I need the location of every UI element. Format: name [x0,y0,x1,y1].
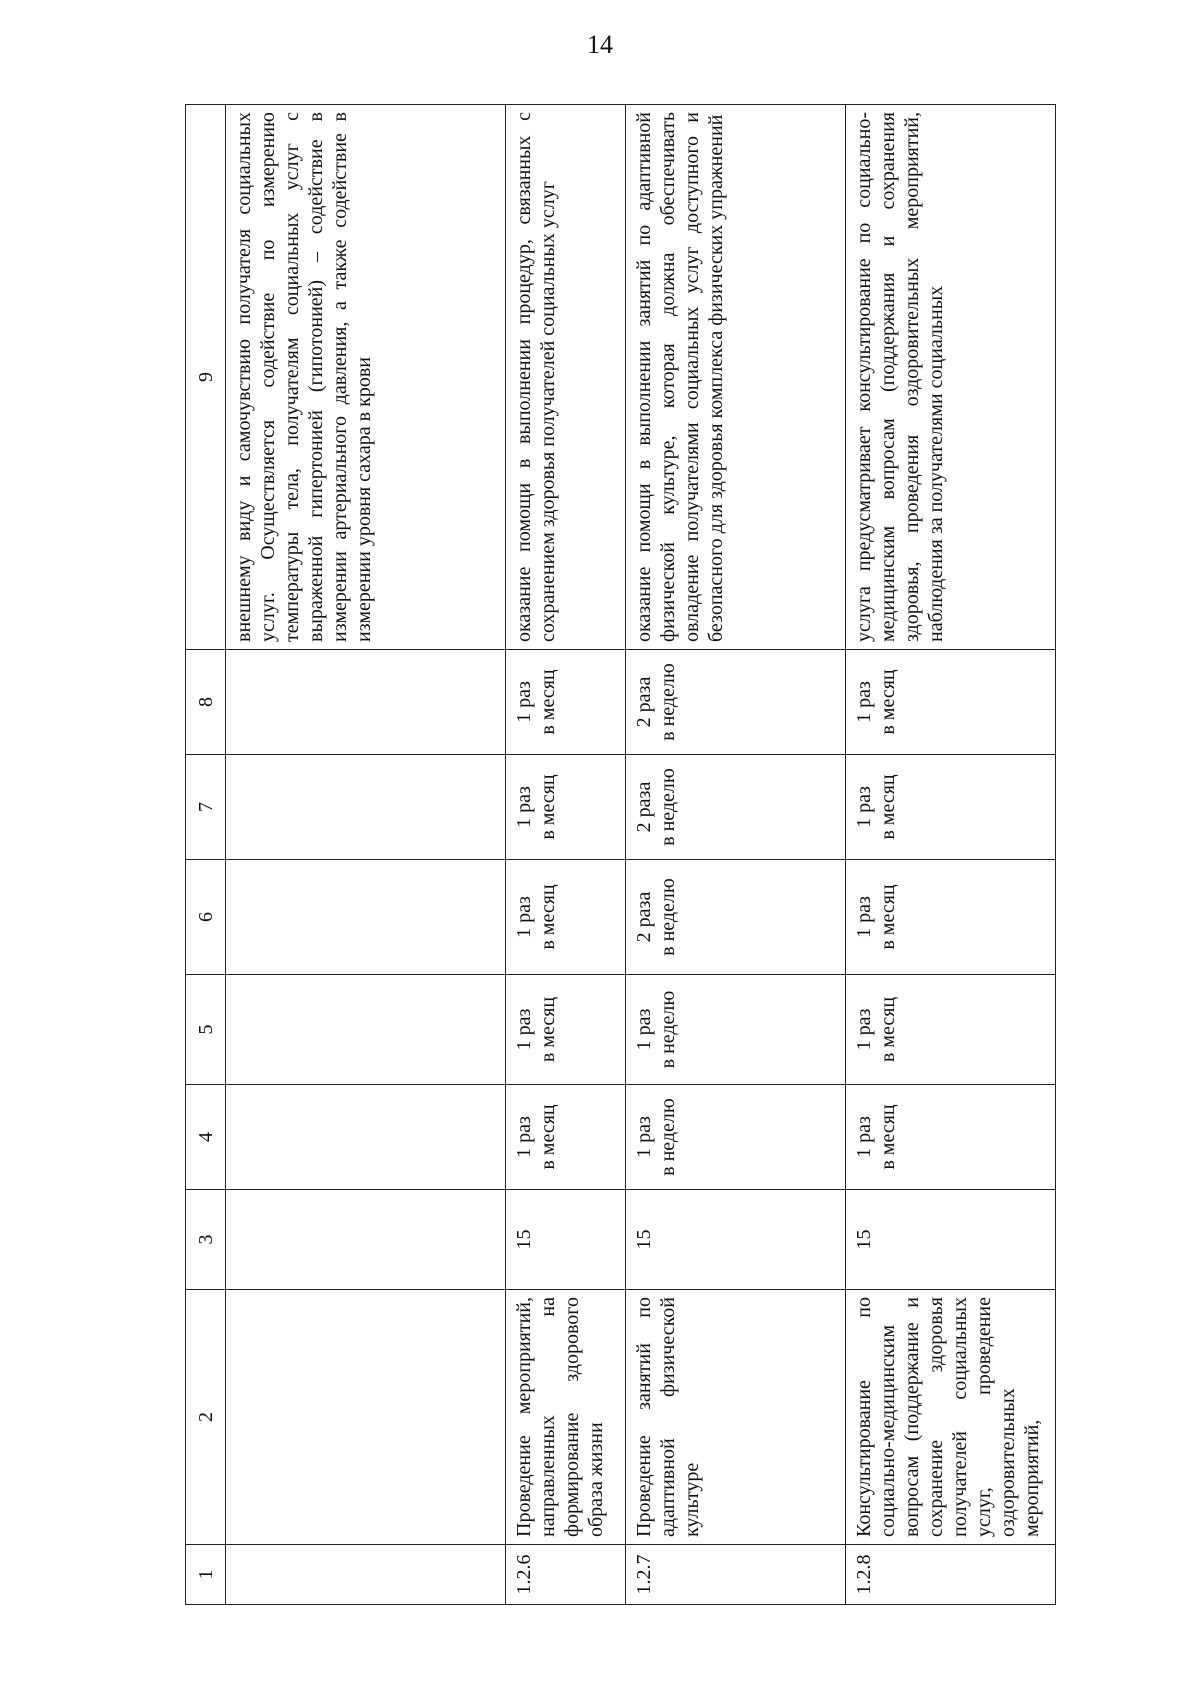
frequency-cell [626,860,846,975]
frequency-count: 1 раз [853,1008,875,1051]
frequency-count: 1 раз [513,1008,535,1051]
header-cell: 2 [186,1290,226,1545]
frequency-count: 1 раз [633,1116,655,1158]
frequency-count: 1 раз [853,896,875,938]
frequency-count: 1 раз [513,1116,535,1158]
frequency-count: 1 раз [513,681,535,723]
row-number: 1.2.6 [506,1545,626,1605]
frequency-cell [506,755,626,860]
frequency-cell [626,650,846,755]
header-cell: 7 [186,755,226,860]
empty-cell [226,1290,506,1545]
header-cell: 9 [186,105,226,650]
service-description: внешнему виду и самочувствию получателя социальных услуг. Осуществляется содействие по измерению температуры тела, получателям социальных услуг с выраженной гипертонией (гипотонией) – содействие в измерении артериального давления, а также содействие в измерении уровня сахара в крови [226,105,506,650]
frequency-cell [846,755,1056,860]
frequency-period: в неделю [657,990,679,1069]
table-row [626,105,846,1605]
frequency-count: 1 раз [853,681,875,723]
frequency-count: 1 раз [853,1116,875,1158]
service-name: Консультирование по социально-медицинским вопросам (поддержание и сохранение здоровья получателей социальных услуг, проведение оздоровительных мероприятий, [846,1290,1056,1545]
row-number: 1.2.7 [626,1545,846,1605]
frequency-cell [846,860,1056,975]
frequency-count: 1 раз [633,1008,655,1051]
table-row [506,105,626,1605]
empty-cell [226,1190,506,1290]
cell-col3: 15 [626,1190,846,1290]
frequency-period: в месяц [537,1104,559,1170]
frequency-cell [846,650,1056,755]
frequency-period: в месяц [877,884,899,950]
services-table [185,104,1056,1605]
frequency-period: в месяц [537,669,559,735]
frequency-period: в месяц [537,884,559,950]
service-name: Проведение мероприятий, направленных на формирование здорового образа жизни [506,1290,626,1545]
service-description: оказание помощи в выполнении занятий по адаптивной физической культуре, которая должна обеспечивать овладение получателями социальных услуг доступного и безопасного для здоровья комплекса физических упражнений [626,105,846,650]
header-cell: 1 [186,1545,226,1605]
frequency-cell [846,1085,1056,1190]
header-cell: 6 [186,860,226,975]
empty-cell [226,860,506,975]
frequency-period: в месяц [877,669,899,735]
frequency-period: в месяц [877,1104,899,1170]
frequency-period: в неделю [657,1098,679,1176]
service-description: услуга предусматривает консультирование по социально-медицинским вопросам (поддержания и сохранения здоровья, проведения оздоровительных мероприятий, наблюдения за получателями социальных [846,105,1056,650]
frequency-count: 2 раза [633,781,655,833]
frequency-period: в неделю [657,768,679,846]
frequency-cell [846,975,1056,1085]
header-cell: 8 [186,650,226,755]
rotated-table-container [185,105,1055,1605]
cell-col3: 15 [846,1190,1056,1290]
frequency-period: в месяц [537,996,559,1063]
table-row-continuation [226,105,506,1605]
frequency-period: в месяц [877,774,899,840]
page-number: 14 [587,30,613,59]
empty-cell [226,1085,506,1190]
empty-cell [226,650,506,755]
frequency-cell [626,755,846,860]
frequency-count: 1 раз [853,786,875,828]
header-cell: 5 [186,975,226,1085]
frequency-cell [506,860,626,975]
empty-cell [226,975,506,1085]
frequency-period: в неделю [657,663,679,741]
service-name: Проведение занятий по адаптивной физической культуре [626,1290,846,1545]
frequency-period: в неделю [657,878,679,956]
frequency-count: 1 раз [513,896,535,938]
header-cell: 3 [186,1190,226,1290]
frequency-count: 1 раз [513,786,535,828]
header-cell: 4 [186,1085,226,1190]
frequency-count: 2 раза [633,676,655,728]
header-row [186,105,226,1605]
table-row [846,105,1056,1605]
frequency-cell [626,975,846,1085]
frequency-cell [626,1085,846,1190]
frequency-period: в месяц [877,996,899,1063]
frequency-period: в месяц [537,774,559,840]
row-number: 1.2.8 [846,1545,1056,1605]
frequency-cell [506,975,626,1085]
service-description: оказание помощи в выполнении процедур, связанных с сохранением здоровья получателей социальных услуг [506,105,626,650]
cell-col3: 15 [506,1190,626,1290]
empty-cell [226,755,506,860]
empty-cell [226,1545,506,1605]
frequency-cell [506,650,626,755]
frequency-cell [506,1085,626,1190]
frequency-count: 2 раза [633,891,655,943]
